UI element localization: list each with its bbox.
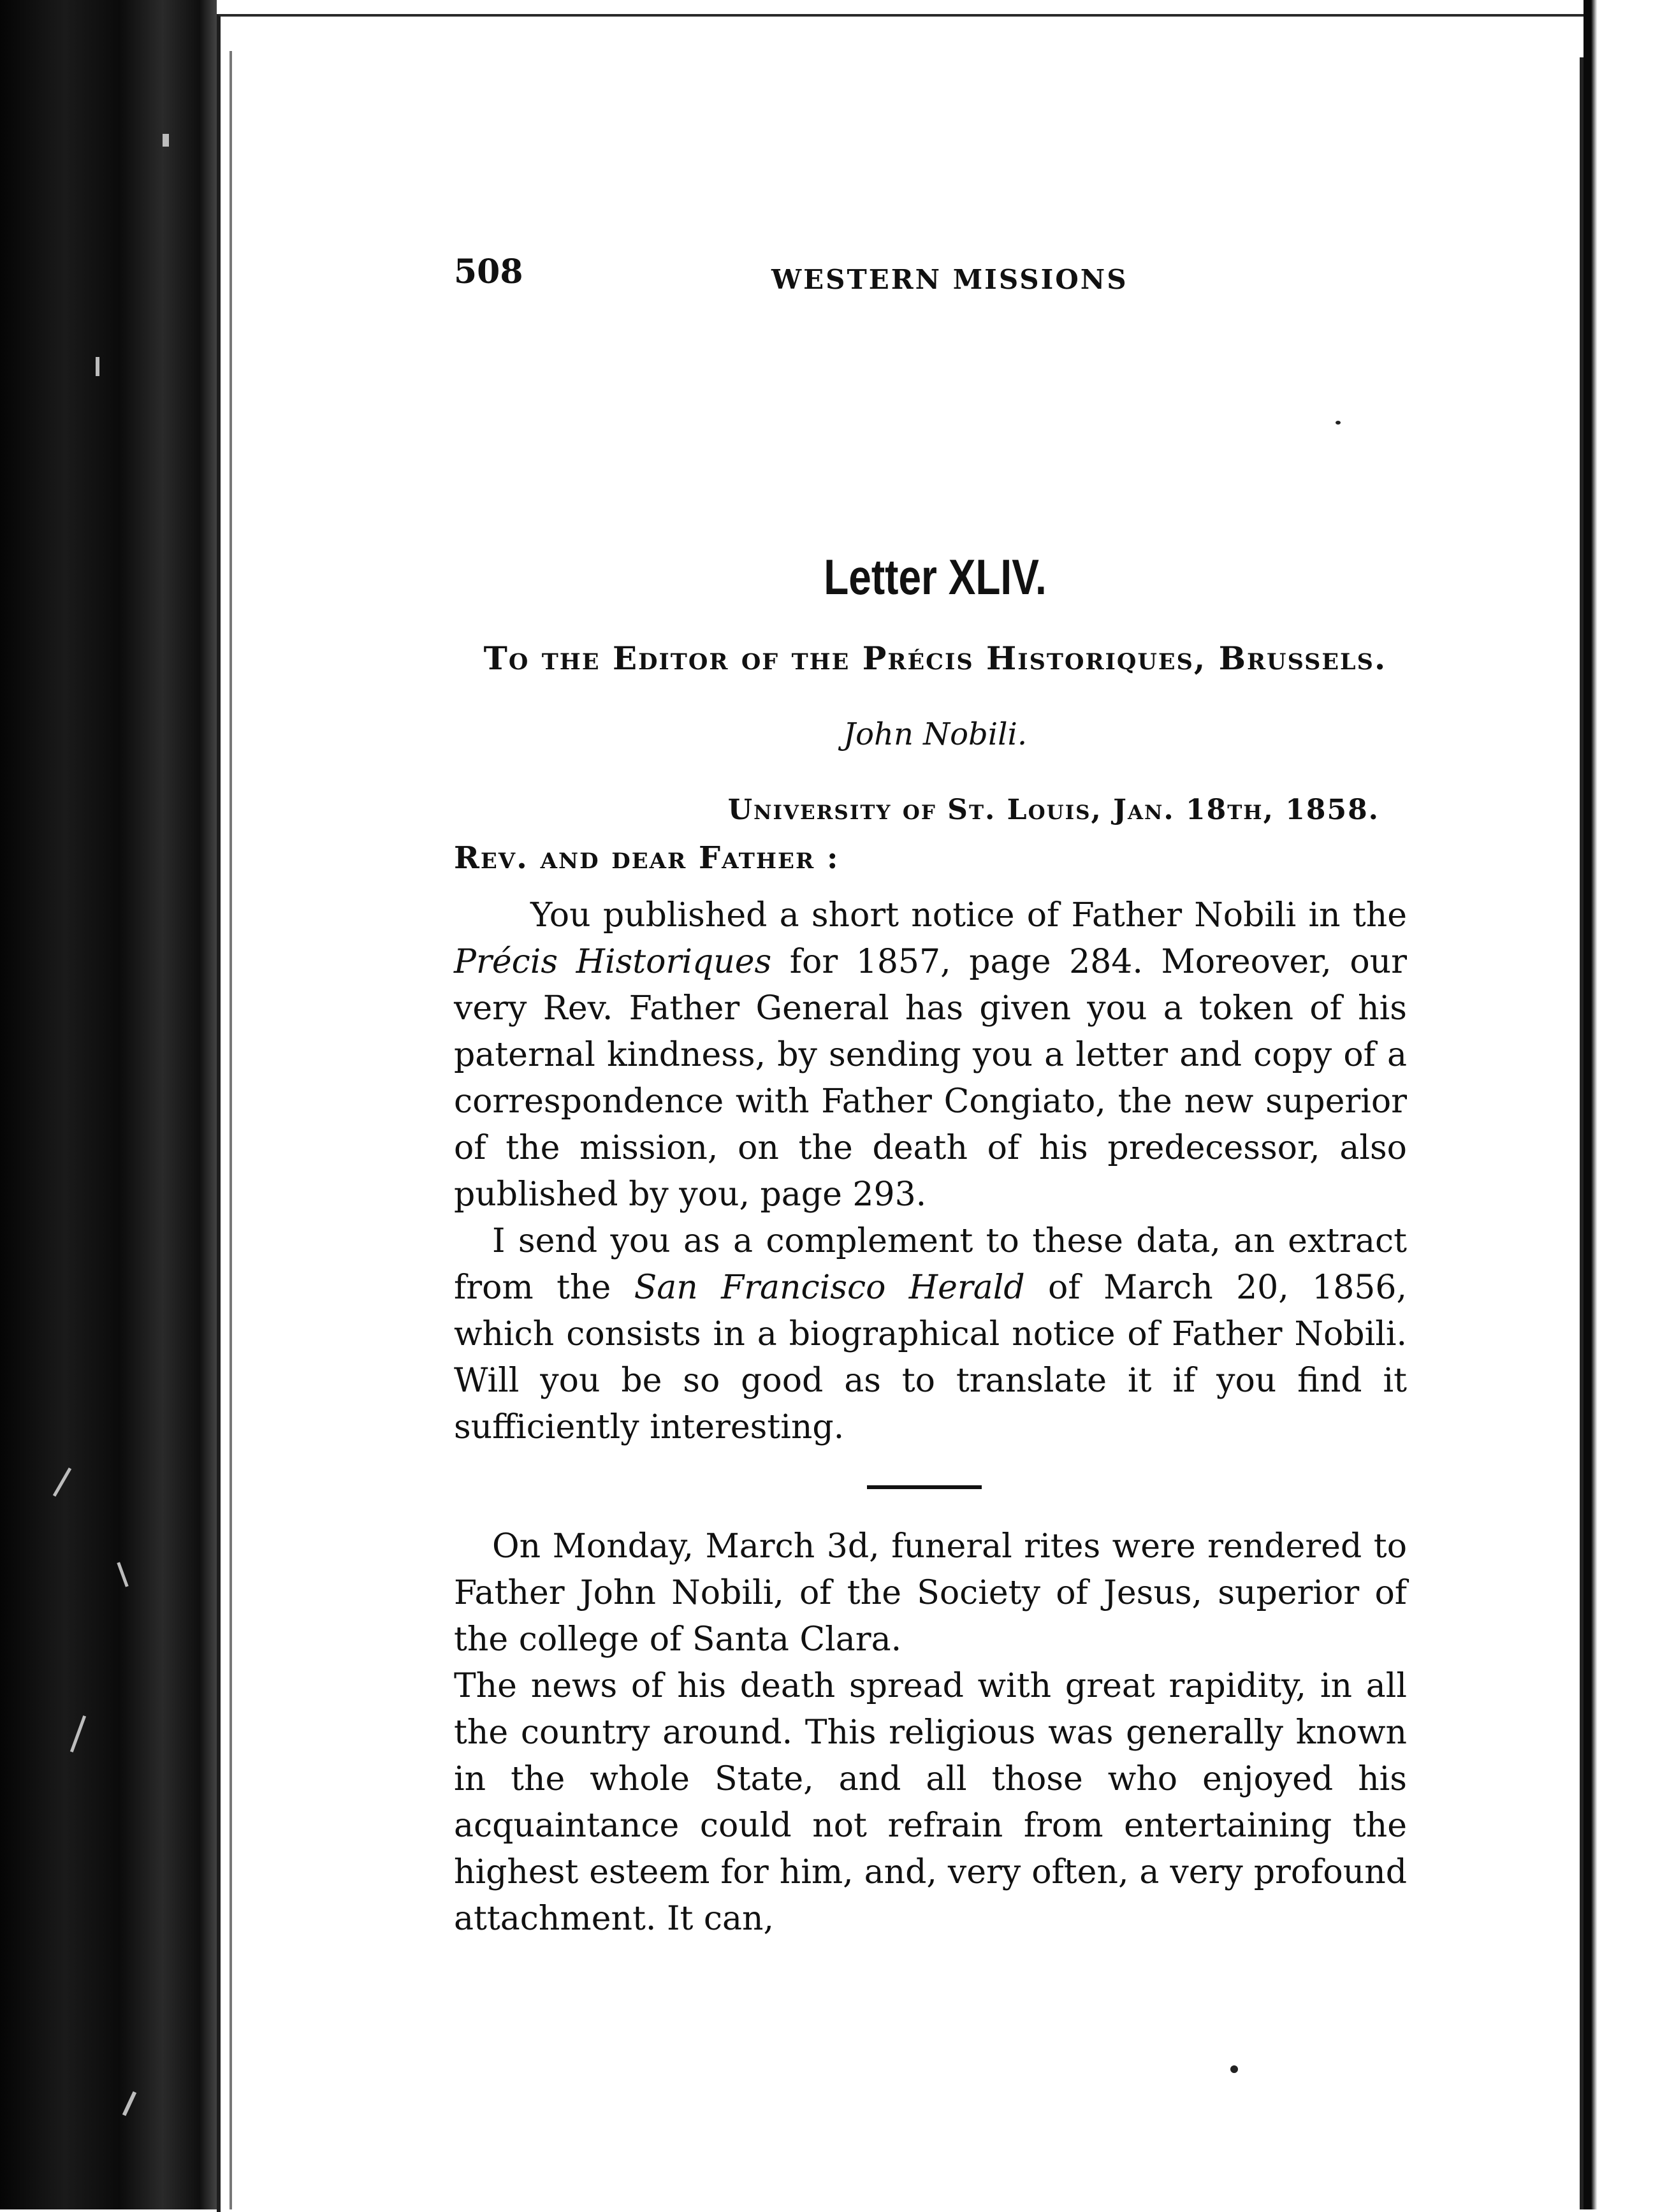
letter-title: Letter XLIV. <box>824 549 1047 605</box>
letter-author: John Nobili. <box>843 717 1028 752</box>
scan-artifact <box>70 1715 86 1752</box>
page-number: 508 <box>454 252 523 291</box>
scan-artifact <box>122 2092 136 2116</box>
extract-body <box>454 1524 1407 1942</box>
running-title: WESTERN MISSIONS <box>771 264 1128 295</box>
book-binding <box>0 0 217 2209</box>
letter-salutation: Rev. and dear Father : <box>454 840 840 876</box>
letter-body <box>454 892 1407 1451</box>
scan-artifact <box>117 1562 128 1587</box>
letter-addressee: To the Editor of the Précis Historiques, Brussels. <box>483 639 1387 677</box>
paragraph-2: I send you as a complement to these data, an extract from the San Francisco Herald of March 20, 1856, which consists in a biographical notice of Father Nobili. Will you be so good as to translate it if you find it sufficiently interesting. <box>454 1222 1408 1446</box>
paragraph-1: You published a short notice of Father Nobili in the Précis Historiques for 1857, page 284. Moreover, our very Rev. Father General has given you a token of his paternal kindness, by sending you a letter and copy of a correspondence with Father Congiato, the new superior of the mission, on the death of his predecessor, also published by you, page 293. <box>454 896 1407 1214</box>
letter-dateline: University of St. Louis, Jan. 18th, 1858. <box>727 794 1380 826</box>
paragraph-4: The news of his death spread with great rapidity, in all the country around. This religious was generally known in the whole State, and all those who enjoyed his acquaintance could not refrain from entertaining the highest esteem for him, and, very often, a very profound attachment. It can, <box>454 1667 1407 1938</box>
newspaper-title: San Francisco Herald <box>634 1269 1025 1307</box>
facing-page-edge <box>1584 0 1660 2209</box>
scan-artifact <box>163 134 169 147</box>
ink-speck <box>1230 2065 1238 2073</box>
section-divider <box>867 1485 982 1489</box>
paragraph-3: On Monday, March 3d, funeral rites were rendered to Father John Nobili, of the Society of Jesus, superior of the college of Santa Clara. <box>454 1527 1407 1659</box>
ink-speck <box>1336 421 1341 425</box>
page-border-line <box>229 51 232 2209</box>
scan-artifact <box>96 357 99 376</box>
scan-artifact <box>53 1467 71 1497</box>
publication-title: Précis Historiques <box>454 943 772 981</box>
